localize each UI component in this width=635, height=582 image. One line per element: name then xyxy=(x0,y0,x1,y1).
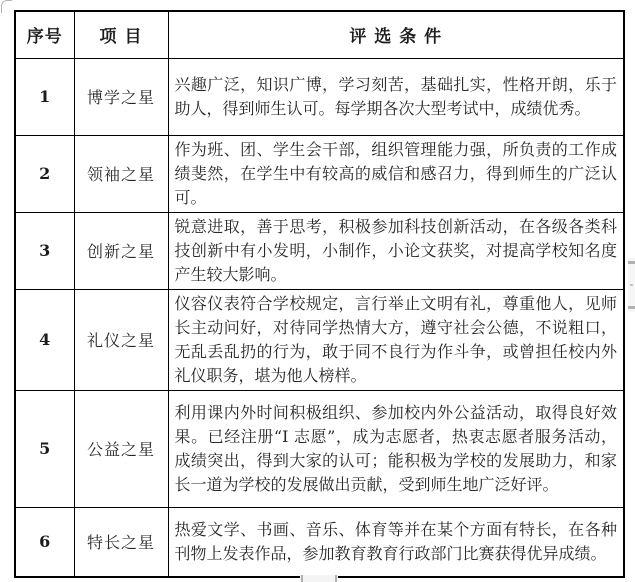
table-row xyxy=(15,390,624,507)
scrollbar-grip-dot xyxy=(630,284,633,286)
table-row xyxy=(15,289,624,390)
table-row xyxy=(15,135,624,212)
criteria-cell: 兴趣广泛，知识广博，学习刻苦，基础扎实，性格开朗，乐于助人，得到师生认可。每学期各次大型考试中，成绩优秀。 xyxy=(168,58,624,135)
scrollbar-grip-line xyxy=(628,306,635,309)
header-number: 序号 xyxy=(15,11,74,58)
header-project: 项 目 xyxy=(74,11,168,58)
table-header-row xyxy=(15,11,624,58)
table-row xyxy=(15,212,624,289)
project-cell: 公益之星 xyxy=(74,390,168,507)
project-cell: 礼仪之星 xyxy=(74,289,168,390)
table-row xyxy=(15,58,624,135)
project-cell: 特长之星 xyxy=(74,507,168,577)
row-number-cell: 1 xyxy=(15,58,74,135)
project-cell: 博学之星 xyxy=(74,58,168,135)
row-number-cell: 5 xyxy=(15,390,74,507)
star-selection-table xyxy=(14,10,625,578)
project-cell: 创新之星 xyxy=(74,212,168,289)
horizontal-scrollbar-thumb[interactable] xyxy=(300,575,338,582)
row-number-cell: 4 xyxy=(15,289,74,390)
scrollbar-grip-line xyxy=(628,261,635,264)
panel-corner-fragment xyxy=(1,0,12,13)
criteria-cell: 利用课内外时间积极组织、参加校内外公益活动，取得良好效果。已经注册“I 志愿”，成为志愿者，热衷志愿者服务活动，成绩突出，得到大家的认可；能积极为学校的发展助力，和家长一道为学校的发展做出贡献，受到师生地广泛好评。 xyxy=(168,390,624,507)
row-number-cell: 3 xyxy=(15,212,74,289)
project-cell: 领袖之星 xyxy=(74,135,168,212)
criteria-cell: 作为班、团、学生会干部，组织管理能力强，所负责的工作成绩斐然，在学生中有较高的威信和感召力，得到师生的广泛认可。 xyxy=(168,135,624,212)
criteria-cell: 热爱文学、书画、音乐、体育等并在某个方面有特长，在各种刊物上发表作品，参加教育教育行政部门比赛获得优异成绩。 xyxy=(168,507,624,577)
row-number-cell: 2 xyxy=(15,135,74,212)
scrollbar-grip-line xyxy=(301,575,303,582)
table-row xyxy=(15,507,624,577)
scrollbar-grip-line xyxy=(335,575,337,582)
header-criteria: 评 选 条 件 xyxy=(168,11,624,58)
criteria-cell: 锐意进取，善于思考，积极参加科技创新活动，在各级各类科技创新中有小发明，小制作，小论文获奖，对提高学校知名度产生较大影响。 xyxy=(168,212,624,289)
vertical-scrollbar-thumb[interactable] xyxy=(628,258,635,312)
criteria-cell: 仪容仪表符合学校规定，言行举止文明有礼，尊重他人，见师长主动问好，对待同学热情大方，遵守社会公德，不说粗口，无乱丢乱扔的行为，敢于同不良行为作斗争，或曾担任校内外礼仪职务，堪为他人榜样。 xyxy=(168,289,624,390)
row-number-cell: 6 xyxy=(15,507,74,577)
